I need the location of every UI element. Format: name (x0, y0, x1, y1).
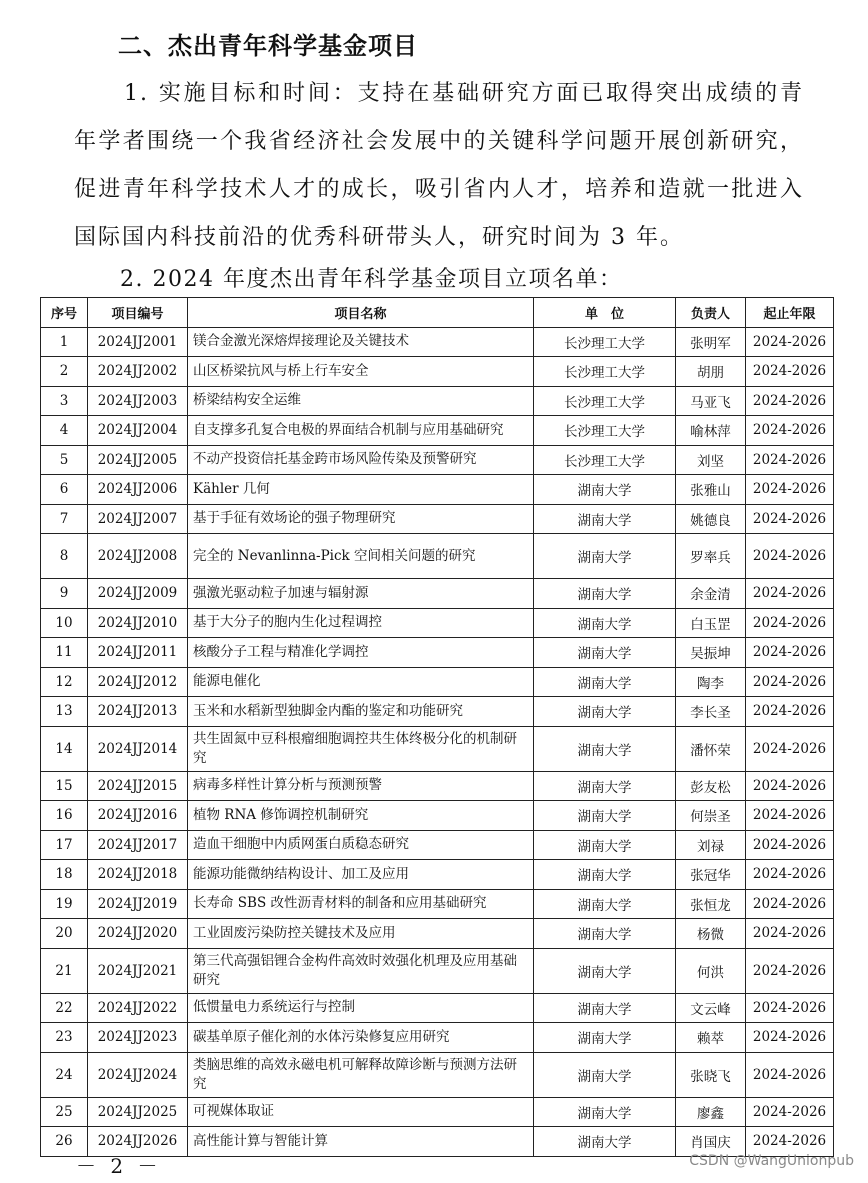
cell-index: 21 (41, 948, 88, 993)
cell-unit: 长沙理工大学 (534, 386, 676, 416)
cell-period: 2024-2026 (746, 504, 834, 534)
cell-name: 可视媒体取证 (188, 1097, 534, 1127)
cell-name: 镁合金激光深熔焊接理论及关键技术 (188, 327, 534, 357)
cell-index: 10 (41, 608, 88, 638)
cell-name: 基于大分子的胞内生化过程调控 (188, 608, 534, 638)
cell-id: 2024JJ2008 (88, 534, 188, 579)
cell-period: 2024-2026 (746, 638, 834, 668)
cell-unit: 湖南大学 (534, 1052, 676, 1097)
cell-name: 能源功能微纳结构设计、加工及应用 (188, 860, 534, 890)
cell-index: 19 (41, 889, 88, 919)
table-row (41, 889, 834, 919)
cell-unit: 湖南大学 (534, 1127, 676, 1157)
cell-name: 玉米和水稻新型独脚金内酯的鉴定和功能研究 (188, 697, 534, 727)
cell-id: 2024JJ2003 (88, 386, 188, 416)
cell-period: 2024-2026 (746, 993, 834, 1023)
section-heading: 二、杰出青年科学基金项目 (118, 32, 418, 60)
cell-leader: 白玉罡 (676, 608, 746, 638)
table-row (41, 948, 834, 993)
cell-leader: 刘禄 (676, 830, 746, 860)
cell-id: 2024JJ2012 (88, 667, 188, 697)
cell-unit: 湖南大学 (534, 919, 676, 949)
cell-unit: 湖南大学 (534, 475, 676, 505)
cell-id: 2024JJ2014 (88, 726, 188, 771)
cell-name: 完全的 Nevanlinna-Pick 空间相关问题的研究 (188, 534, 534, 579)
cell-name: 高性能计算与智能计算 (188, 1127, 534, 1157)
cell-period: 2024-2026 (746, 1127, 834, 1157)
cell-name: 类脑思维的高效永磁电机可解释故障诊断与预测方法研究 (188, 1052, 534, 1097)
cell-leader: 赖萃 (676, 1023, 746, 1053)
table-row (41, 860, 834, 890)
cell-name: 低惯量电力系统运行与控制 (188, 993, 534, 1023)
cell-name: 共生固氮中豆科根瘤细胞调控共生体终极分化的机制研究 (188, 726, 534, 771)
cell-name: Kähler 几何 (188, 475, 534, 505)
cell-id: 2024JJ2018 (88, 860, 188, 890)
cell-name: 第三代高强铝锂合金构件高效时效强化机理及应用基础研究 (188, 948, 534, 993)
cell-leader: 胡朋 (676, 357, 746, 387)
cell-leader: 吴振坤 (676, 638, 746, 668)
cell-id: 2024JJ2010 (88, 608, 188, 638)
col-header-index: 序号 (41, 298, 88, 328)
cell-period: 2024-2026 (746, 1097, 834, 1127)
cell-leader: 张冠华 (676, 860, 746, 890)
cell-period: 2024-2026 (746, 860, 834, 890)
cell-index: 1 (41, 327, 88, 357)
cell-leader: 李长圣 (676, 697, 746, 727)
cell-period: 2024-2026 (746, 771, 834, 801)
cell-index: 22 (41, 993, 88, 1023)
cell-leader: 张雅山 (676, 475, 746, 505)
cell-unit: 湖南大学 (534, 697, 676, 727)
project-table (40, 297, 834, 1157)
cell-index: 7 (41, 504, 88, 534)
cell-id: 2024JJ2007 (88, 504, 188, 534)
cell-id: 2024JJ2026 (88, 1127, 188, 1157)
cell-unit: 湖南大学 (534, 1023, 676, 1053)
cell-unit: 湖南大学 (534, 608, 676, 638)
cell-id: 2024JJ2004 (88, 416, 188, 446)
cell-period: 2024-2026 (746, 608, 834, 638)
cell-period: 2024-2026 (746, 697, 834, 727)
cell-unit: 湖南大学 (534, 579, 676, 609)
table-row (41, 919, 834, 949)
cell-unit: 湖南大学 (534, 726, 676, 771)
cell-leader: 罗率兵 (676, 534, 746, 579)
cell-leader: 彭友松 (676, 771, 746, 801)
cell-leader: 何洪 (676, 948, 746, 993)
cell-name: 能源电催化 (188, 667, 534, 697)
cell-name: 山区桥梁抗风与桥上行车安全 (188, 357, 534, 387)
cell-index: 12 (41, 667, 88, 697)
table-row (41, 1023, 834, 1053)
cell-id: 2024JJ2024 (88, 1052, 188, 1097)
watermark: CSDN @WangUnionpub (689, 1153, 854, 1169)
cell-period: 2024-2026 (746, 534, 834, 579)
cell-index: 14 (41, 726, 88, 771)
table-row (41, 771, 834, 801)
col-header-period: 起止年限 (746, 298, 834, 328)
col-header-unit: 单 位 (534, 298, 676, 328)
cell-id: 2024JJ2006 (88, 475, 188, 505)
cell-period: 2024-2026 (746, 579, 834, 609)
cell-id: 2024JJ2025 (88, 1097, 188, 1127)
table-row (41, 475, 834, 505)
objective-paragraph: 1. 实施目标和时间：支持在基础研究方面已取得突出成绩的青年学者围绕一个我省经济社会发展中的关键科学问题开展创新研究，促进青年科学技术人才的成长，吸引省内人才，培养和造就一批进入国际国内科技前沿的优秀科研带头人，研究时间为 3 年。 (74, 81, 804, 250)
cell-index: 2 (41, 357, 88, 387)
cell-name: 植物 RNA 修饰调控机制研究 (188, 801, 534, 831)
cell-index: 6 (41, 475, 88, 505)
cell-unit: 湖南大学 (534, 948, 676, 993)
cell-leader: 杨微 (676, 919, 746, 949)
cell-unit: 长沙理工大学 (534, 357, 676, 387)
cell-index: 11 (41, 638, 88, 668)
table-row (41, 697, 834, 727)
table-row (41, 416, 834, 446)
cell-period: 2024-2026 (746, 726, 834, 771)
table-row (41, 534, 834, 579)
cell-index: 3 (41, 386, 88, 416)
cell-name: 基于手征有效场论的强子物理研究 (188, 504, 534, 534)
cell-period: 2024-2026 (746, 357, 834, 387)
cell-id: 2024JJ2001 (88, 327, 188, 357)
cell-unit: 湖南大学 (534, 860, 676, 890)
cell-index: 13 (41, 697, 88, 727)
cell-unit: 湖南大学 (534, 667, 676, 697)
cell-leader: 姚德良 (676, 504, 746, 534)
cell-unit: 湖南大学 (534, 504, 676, 534)
cell-index: 24 (41, 1052, 88, 1097)
cell-leader: 文云峰 (676, 993, 746, 1023)
cell-period: 2024-2026 (746, 1052, 834, 1097)
table-header-row (41, 298, 834, 328)
cell-index: 5 (41, 445, 88, 475)
cell-period: 2024-2026 (746, 1023, 834, 1053)
cell-leader: 肖国庆 (676, 1127, 746, 1157)
cell-unit: 湖南大学 (534, 534, 676, 579)
cell-leader: 何崇圣 (676, 801, 746, 831)
col-header-id: 项目编号 (88, 298, 188, 328)
cell-name: 核酸分子工程与精准化学调控 (188, 638, 534, 668)
table-row (41, 386, 834, 416)
cell-index: 23 (41, 1023, 88, 1053)
cell-id: 2024JJ2023 (88, 1023, 188, 1053)
cell-name: 自支撑多孔复合电极的界面结合机制与应用基础研究 (188, 416, 534, 446)
cell-period: 2024-2026 (746, 327, 834, 357)
cell-unit: 湖南大学 (534, 1097, 676, 1127)
cell-index: 9 (41, 579, 88, 609)
cell-period: 2024-2026 (746, 830, 834, 860)
table-row (41, 638, 834, 668)
table-row (41, 1097, 834, 1127)
cell-leader: 刘坚 (676, 445, 746, 475)
table-row (41, 504, 834, 534)
cell-index: 25 (41, 1097, 88, 1127)
cell-unit: 湖南大学 (534, 889, 676, 919)
cell-name: 碳基单原子催化剂的水体污染修复应用研究 (188, 1023, 534, 1053)
cell-id: 2024JJ2016 (88, 801, 188, 831)
cell-id: 2024JJ2015 (88, 771, 188, 801)
table-row (41, 579, 834, 609)
cell-id: 2024JJ2020 (88, 919, 188, 949)
cell-period: 2024-2026 (746, 416, 834, 446)
list-subheading: 2. 2024 年度杰出青年科学基金项目立项名单： (120, 267, 623, 292)
cell-leader: 余金清 (676, 579, 746, 609)
table-row (41, 445, 834, 475)
cell-period: 2024-2026 (746, 889, 834, 919)
cell-index: 17 (41, 830, 88, 860)
cell-unit: 长沙理工大学 (534, 445, 676, 475)
cell-leader: 马亚飞 (676, 386, 746, 416)
cell-index: 20 (41, 919, 88, 949)
cell-period: 2024-2026 (746, 445, 834, 475)
cell-period: 2024-2026 (746, 475, 834, 505)
cell-unit: 湖南大学 (534, 771, 676, 801)
table-row (41, 327, 834, 357)
cell-period: 2024-2026 (746, 801, 834, 831)
cell-index: 8 (41, 534, 88, 579)
table-row (41, 801, 834, 831)
cell-unit: 长沙理工大学 (534, 327, 676, 357)
cell-period: 2024-2026 (746, 948, 834, 993)
col-header-leader: 负责人 (676, 298, 746, 328)
cell-index: 18 (41, 860, 88, 890)
cell-name: 强激光驱动粒子加速与辐射源 (188, 579, 534, 609)
cell-id: 2024JJ2005 (88, 445, 188, 475)
cell-index: 26 (41, 1127, 88, 1157)
cell-leader: 喻林萍 (676, 416, 746, 446)
cell-id: 2024JJ2002 (88, 357, 188, 387)
cell-leader: 潘怀荣 (676, 726, 746, 771)
cell-index: 15 (41, 771, 88, 801)
cell-period: 2024-2026 (746, 667, 834, 697)
table-row (41, 1052, 834, 1097)
cell-name: 工业固废污染防控关键技术及应用 (188, 919, 534, 949)
col-header-name: 项目名称 (188, 298, 534, 328)
cell-id: 2024JJ2019 (88, 889, 188, 919)
cell-id: 2024JJ2009 (88, 579, 188, 609)
cell-leader: 张恒龙 (676, 889, 746, 919)
cell-index: 4 (41, 416, 88, 446)
page-number: － 2 － (76, 1154, 162, 1178)
cell-period: 2024-2026 (746, 386, 834, 416)
cell-leader: 张明军 (676, 327, 746, 357)
cell-index: 16 (41, 801, 88, 831)
cell-unit: 长沙理工大学 (534, 416, 676, 446)
cell-id: 2024JJ2011 (88, 638, 188, 668)
cell-leader: 廖鑫 (676, 1097, 746, 1127)
cell-unit: 湖南大学 (534, 801, 676, 831)
cell-name: 长寿命 SBS 改性沥青材料的制备和应用基础研究 (188, 889, 534, 919)
cell-name: 造血干细胞中内质网蛋白质稳态研究 (188, 830, 534, 860)
table-row (41, 830, 834, 860)
cell-id: 2024JJ2022 (88, 993, 188, 1023)
table-row (41, 667, 834, 697)
cell-unit: 湖南大学 (534, 993, 676, 1023)
cell-id: 2024JJ2017 (88, 830, 188, 860)
cell-unit: 湖南大学 (534, 638, 676, 668)
table-row (41, 726, 834, 771)
table-row (41, 357, 834, 387)
cell-name: 病毒多样性计算分析与预测预警 (188, 771, 534, 801)
cell-leader: 陶李 (676, 667, 746, 697)
cell-unit: 湖南大学 (534, 830, 676, 860)
cell-id: 2024JJ2021 (88, 948, 188, 993)
table-row (41, 993, 834, 1023)
table-body (41, 327, 834, 1156)
table-row (41, 608, 834, 638)
cell-name: 不动产投资信托基金跨市场风险传染及预警研究 (188, 445, 534, 475)
cell-name: 桥梁结构安全运维 (188, 386, 534, 416)
cell-leader: 张晓飞 (676, 1052, 746, 1097)
cell-period: 2024-2026 (746, 919, 834, 949)
cell-id: 2024JJ2013 (88, 697, 188, 727)
